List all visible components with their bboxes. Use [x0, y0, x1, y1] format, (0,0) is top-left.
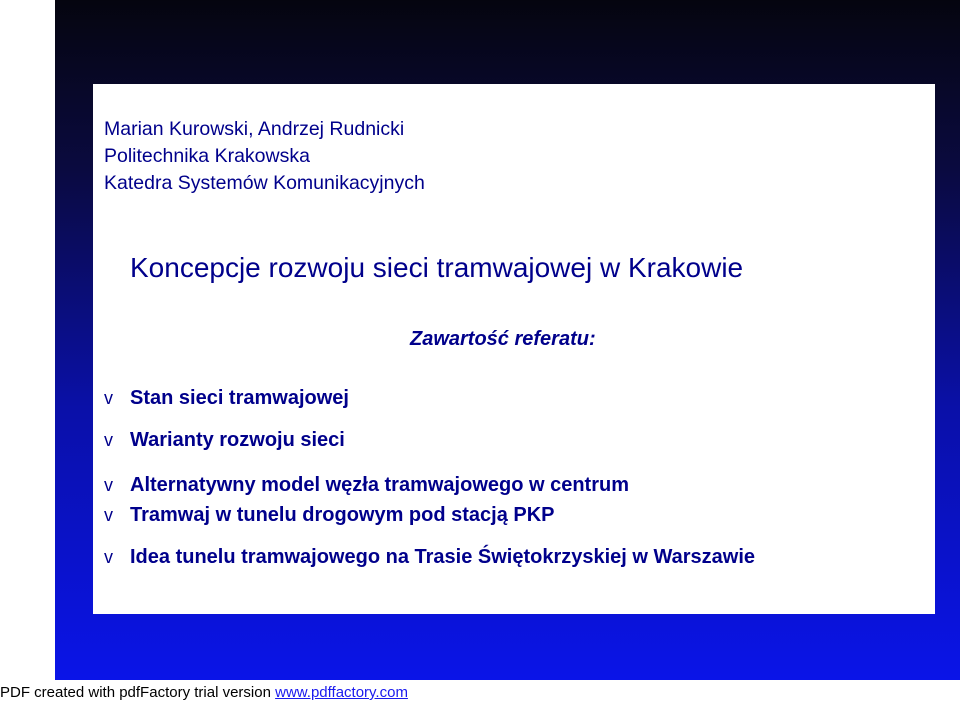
contents-heading: Zawartość referatu:: [410, 328, 596, 350]
bullet-text: Alternatywny model węzła tramwajowego w centrum: [130, 474, 630, 496]
bullet-marker: v: [104, 388, 113, 408]
bullet-item: [104, 429, 345, 452]
bullet-item: [104, 504, 555, 527]
bullet-text: Tramwaj w tunelu drogowym pod stacją PKP: [130, 504, 555, 526]
pdffactory-link[interactable]: www.pdffactory.com: [275, 684, 408, 701]
bullet-item: [104, 546, 755, 569]
pdf-watermark-footer: [0, 684, 408, 701]
slide-title: Koncepcje rozwoju sieci tramwajowej w Krakowie: [130, 252, 744, 283]
bullet-text: Idea tunelu tramwajowego na Trasie Świętokrzyskiej w Warszawie: [130, 546, 756, 568]
footer-text: PDF created with pdfFactory trial version: [0, 684, 276, 701]
bullet-item: [104, 474, 629, 497]
university-name: Politechnika Krakowska: [104, 145, 310, 167]
bullet-marker: v: [104, 505, 113, 525]
bullet-text: Warianty rozwoju sieci: [130, 429, 345, 451]
author-names: Marian Kurowski, Andrzej Rudnicki: [104, 118, 405, 140]
bullet-item: [104, 387, 349, 410]
department-name: Katedra Systemów Komunikacyjnych: [104, 172, 425, 194]
bullet-text: Stan sieci tramwajowej: [130, 387, 349, 409]
bullet-marker: v: [104, 430, 113, 450]
bullet-marker: v: [104, 475, 113, 495]
bullet-marker: v: [104, 547, 113, 567]
authors-block: [104, 116, 425, 197]
